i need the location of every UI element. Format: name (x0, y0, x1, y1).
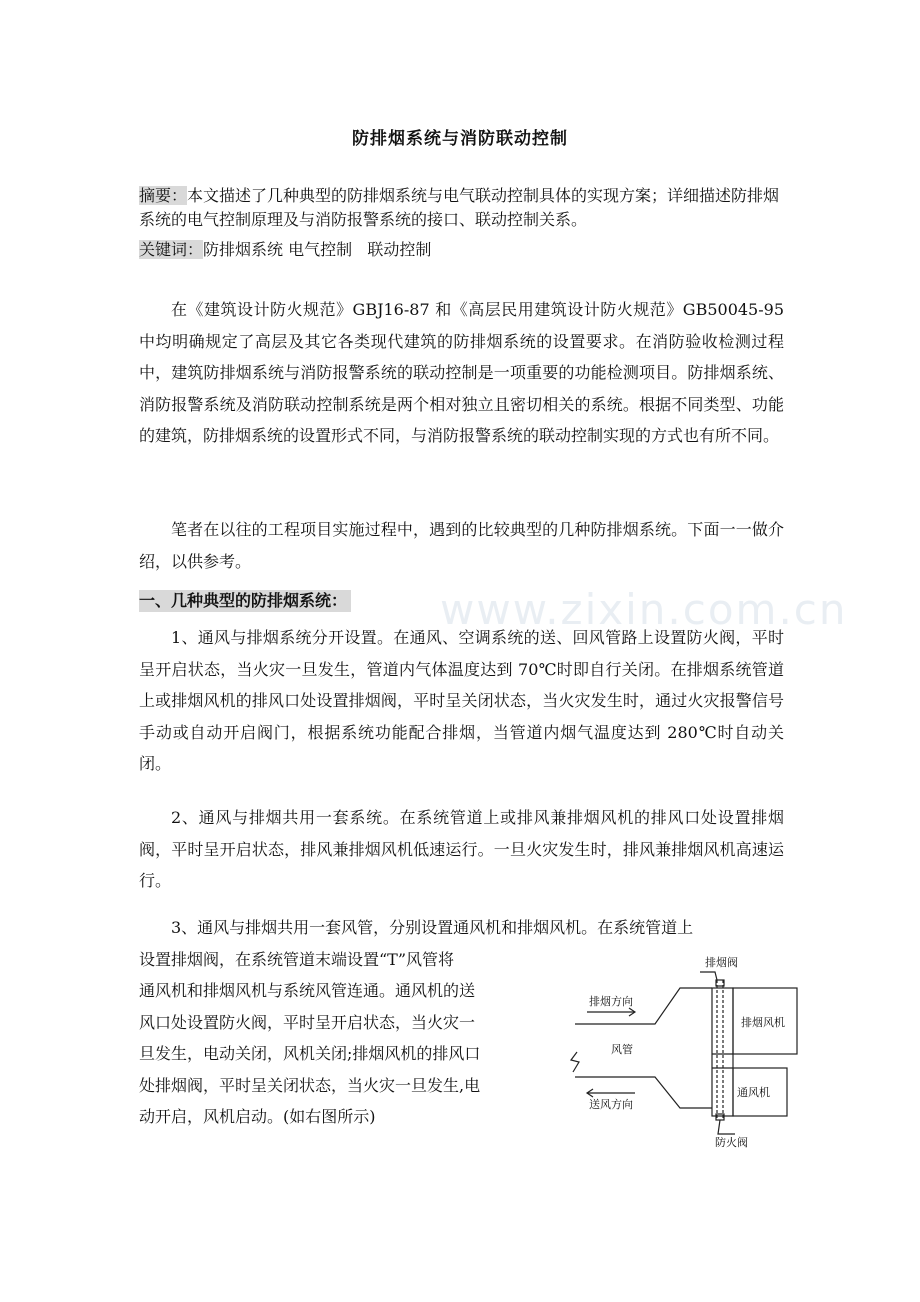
item-3-line: 风口处设置防火阀，平时呈开启状态，当火灾一 (139, 1012, 476, 1032)
intro-paragraph-1: 在《建筑设计防火规范》GBJ16-87 和《高层民用建筑设计防火规范》GB50045-95 中均明确规定了高层及其它各类现代建筑的防排烟系统的设置要求。在消防验收检测过程中，建筑防排烟系统与消防报警系统的联动控制是一项重要的功能检测项目。防排烟系统、消防报警系统及消防联动控制系统是两个相对独立且密切相关的系统。根据不同类型、功能的建筑，防排烟系统的设置形式不同，与消防报警系统的联动控制实现的方式也有所不同。 (139, 300, 784, 445)
watermark: www.zixin.com.cn (440, 585, 848, 634)
supply-direction-label: 送风方向 (589, 1098, 633, 1111)
smoke-valve-pointer (700, 972, 717, 980)
abstract-text: 本文描述了几种典型的防排烟系统与电气联动控制具体的实现方案；详细描述防排烟系统的电气控制原理及与消防报警系统的接口、联动控制关系。 (139, 186, 780, 229)
keywords-label: 关键词： (139, 240, 204, 259)
item-3-line: 旦发生，电动关闭，风机关闭;排烟风机的排风口 (139, 1044, 481, 1063)
item-3-line: 设置排烟阀，在系统管道末端设置“T”风管将 (139, 949, 455, 969)
fire-damper-pointer (718, 1120, 735, 1134)
item-2-paragraph: 2、通风与排烟共用一套系统。在系统管道上或排风兼排烟风机的排风口处设置排烟阀，平时呈开启状态，排风兼排烟风机低速运行。一旦火灾发生时，排风兼排烟风机高速运行。 (139, 808, 784, 890)
fire-damper-label: 防火阀 (715, 1136, 748, 1149)
page-title: 防排烟系统与消防联动控制 (352, 129, 568, 149)
keywords-text: 防排烟系统 电气控制 联动控制 (203, 240, 432, 259)
smoke-fan-label: 排烟风机 (741, 1016, 785, 1029)
keywords (139, 238, 431, 262)
vent-fan-label: 通风机 (737, 1086, 770, 1099)
duct-diagram (565, 950, 805, 1150)
item-3-line: 处排烟阀，平时呈关闭状态，当火灾一旦发生,电 (139, 1075, 481, 1095)
duct-label: 风管 (611, 1043, 633, 1056)
duct-break-line (571, 1052, 579, 1072)
item-3-line: 动开启，风机启动。(如右图所示) (139, 1107, 376, 1126)
item-3-line: 3、通风与排烟共用一套风管，分别设置通风机和排烟风机。在系统管道上 (171, 918, 694, 937)
smoke-valve-label: 排烟阀 (705, 956, 738, 969)
intro-paragraph-2: 笔者在以往的工程项目实施过程中，遇到的比较典型的几种防排烟系统。下面一一做介绍，以供参考。 (139, 520, 784, 571)
item-3-line: 通风机和排烟风机与系统风管连通。通风机的送 (139, 981, 476, 1000)
abstract (139, 184, 789, 232)
section-heading: 一、几种典型的防排烟系统： (139, 590, 351, 612)
item-1-paragraph: 1、通风与排烟系统分开设置。在通风、空调系统的送、回风管路上设置防火阀，平时呈开启状态，当火灾一旦发生，管道内气体温度达到 70℃时即自行关闭。在排烟系统管道上或排烟风机的排风口处设置排烟阀，平时呈关闭状态，当火灾发生时，通过火灾报警信号手动或自动开启阀门，根据系统功能配合排烟，当管道内烟气温度达到 280℃时自动关闭。 (139, 628, 784, 773)
smoke-direction-label: 排烟方向 (589, 995, 633, 1008)
abstract-label: 摘要： (139, 186, 188, 205)
